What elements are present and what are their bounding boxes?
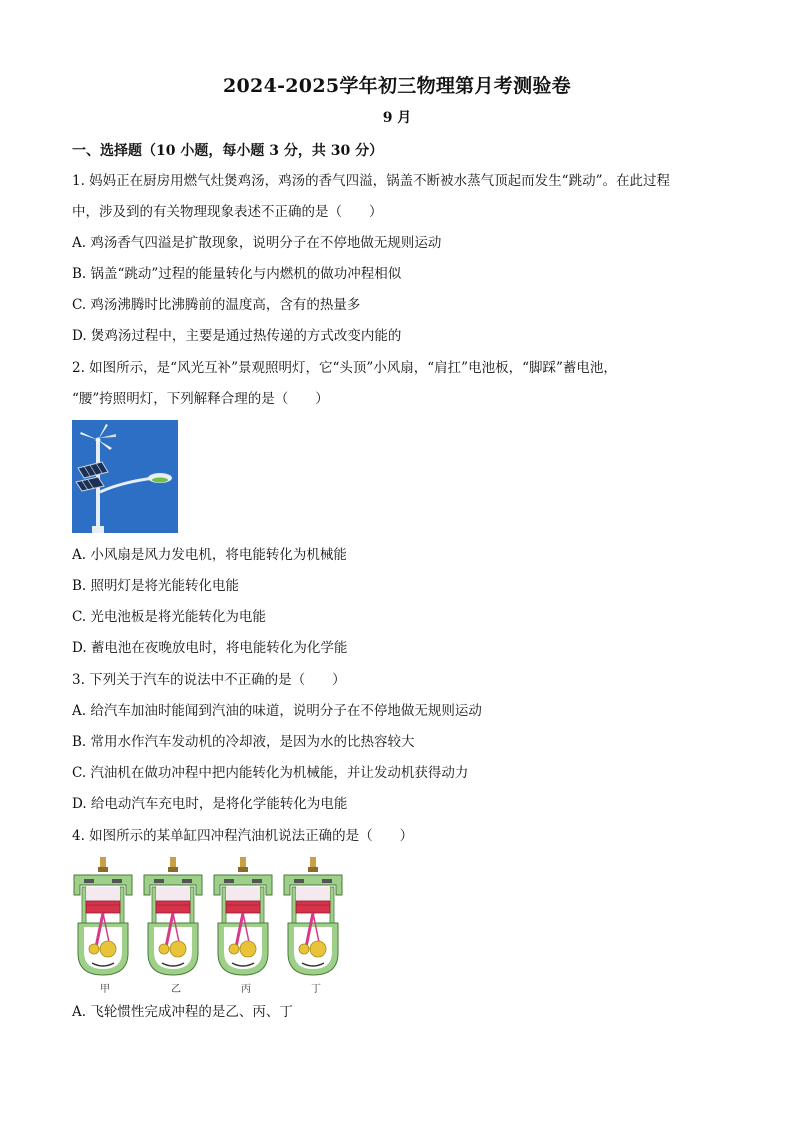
q4-option-a: A. 飞轮惯性完成冲程的是乙、丙、丁 — [72, 1004, 293, 1020]
lamp-base — [92, 526, 104, 533]
engine-strokes-figure — [70, 857, 352, 979]
q1-option-c: C. 鸡汤沸腾时比沸腾前的温度高，含有的热量多 — [72, 297, 361, 313]
q1-option-a: A. 鸡汤香气四溢是扩散现象，说明分子在不停地做无规则运动 — [72, 235, 442, 251]
q4-stem: 4. 如图所示的某单缸四冲程汽油机说法正确的是（ ） — [72, 828, 414, 844]
q3-stem: 3. 下列关于汽车的说法中不正确的是（ ） — [72, 672, 346, 688]
engine-4 — [284, 857, 342, 975]
lamp-head-icon — [148, 473, 172, 483]
q2-option-c: C. 光电池板是将光能转化为电能 — [72, 609, 266, 625]
section-heading: 一、选择题（10 小题，每小题 3 分，共 30 分） — [72, 143, 384, 159]
q2-option-a: A. 小风扇是风力发电机，将电能转化为机械能 — [72, 547, 347, 563]
streetlight-figure — [72, 420, 178, 533]
q2-stem-line2: “腰”挎照明灯，下列解释合理的是（ ） — [72, 391, 329, 407]
q3-option-a: A. 给汽车加油时能闻到汽油的味道，说明分子在不停地做无规则运动 — [72, 703, 482, 719]
engine-label-3: 丙 — [241, 984, 251, 995]
q1-stem-line2: 中，涉及到的有关物理现象表述不正确的是（ ） — [72, 204, 383, 220]
q3-option-d: D. 给电动汽车充电时，是将化学能转化为电能 — [72, 796, 348, 812]
engine-1 — [74, 857, 132, 975]
q3-option-c: C. 汽油机在做功冲程中把内能转化为机械能，并让发动机获得动力 — [72, 765, 469, 781]
exam-subtitle: 9 月 — [382, 110, 412, 126]
q1-option-d: D. 煲鸡汤过程中，主要是通过热传递的方式改变内能的 — [72, 328, 402, 344]
engine-label-4: 丁 — [311, 984, 321, 995]
q1-option-b: B. 锅盖“跳动”过程的能量转化与内燃机的做功冲程相似 — [72, 266, 402, 282]
engine-2 — [144, 857, 202, 975]
q3-option-b: B. 常用水作汽车发动机的冷却液，是因为水的比热容较大 — [72, 734, 415, 750]
q2-option-b: B. 照明灯是将光能转化电能 — [72, 578, 240, 594]
engine-label-1: 甲 — [100, 984, 110, 995]
q2-option-d: D. 蓄电池在夜晚放电时，将电能转化为化学能 — [72, 640, 348, 656]
q2-stem-line1: 2. 如图所示，是“风光互补”景观照明灯，它“头顶”小风扇，“肩扛”电池板，“脚踩”蓄电池， — [72, 360, 617, 376]
exam-title: 2024-2025学年初三物理第月考测验卷 — [223, 75, 571, 97]
engine-label-2: 乙 — [171, 984, 181, 995]
engine-3 — [214, 857, 272, 975]
q1-stem-line1: 1. 妈妈正在厨房用燃气灶煲鸡汤，鸡汤的香气四溢，锅盖不断被水蒸气顶起而发生“跳动”。在此过程 — [72, 173, 670, 189]
